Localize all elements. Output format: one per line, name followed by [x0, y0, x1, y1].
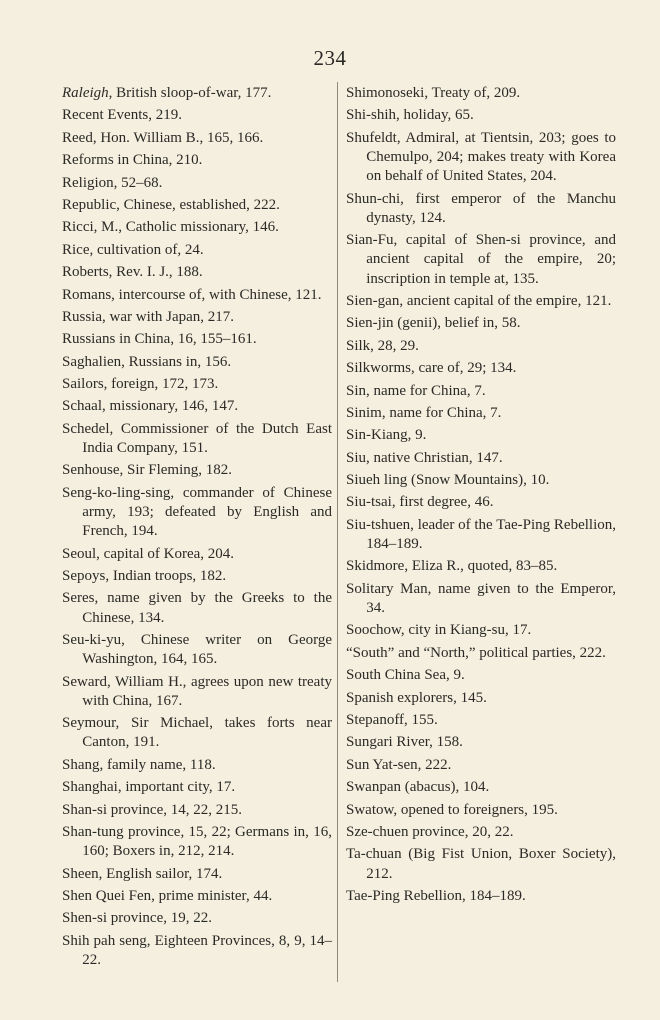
- index-entry: South China Sea, 9.: [346, 667, 465, 684]
- index-entry: Recent Events, 219.: [62, 107, 182, 124]
- index-entry: Religion, 52–68.: [62, 174, 163, 191]
- index-entry: Schaal, missionary, 146, 147.: [62, 398, 239, 415]
- index-column-left: [62, 84, 332, 973]
- index-entry: Sinim, name for China, 7.: [346, 404, 502, 421]
- index-entry: Silkworms, care of, 29; 134.: [346, 360, 517, 377]
- index-entry: Shi-shih, holiday, 65.: [346, 107, 474, 124]
- index-entry: Skidmore, Eliza R., quoted, 83–85.: [346, 558, 558, 575]
- index-entry: Shen Quei Fen, prime minister, 44.: [62, 887, 273, 904]
- index-entry: Shang, family name, 118.: [62, 756, 216, 773]
- index-entry: Seng-ko-ling-sing, commander of Chinese army, 193; defeated by English and French, 194.: [62, 484, 332, 540]
- index-entry: Sungari River, 158.: [346, 734, 463, 751]
- index-entry: Swatow, opened to foreigners, 195.: [346, 801, 558, 818]
- index-entry: Siu, native Christian, 147.: [346, 449, 503, 466]
- index-entry: Shih pah seng, Eighteen Provinces, 8, 9, 14–22.: [62, 932, 332, 968]
- index-entry: Seres, name given by the Greeks to the Chinese, 134.: [62, 590, 332, 626]
- index-entry: Sun Yat-sen, 222.: [346, 756, 452, 773]
- index-entry: Stepanoff, 155.: [346, 712, 438, 729]
- index-entry: Shan-tung province, 15, 22; Germans in, 16, 160; Boxers in, 212, 214.: [62, 823, 332, 860]
- index-entry: Roberts, Rev. I. J., 188.: [62, 264, 203, 281]
- index-column-right: [346, 84, 616, 909]
- index-entry: Russia, war with Japan, 217.: [62, 308, 235, 325]
- index-entry: Senhouse, Sir Fleming, 182.: [62, 462, 233, 479]
- index-entry-head: Raleigh: [62, 85, 109, 101]
- index-entry-text: , British sloop-of-war, 177.: [108, 85, 272, 101]
- index-entry: Seu-ki-yu, Chinese writer on George Washington, 164, 165.: [62, 632, 332, 668]
- index-entry: Reed, Hon. William B., 165, 166.: [62, 129, 264, 146]
- index-entry: Sailors, foreign, 172, 173.: [62, 376, 219, 393]
- index-entry: Reforms in China, 210.: [62, 152, 203, 169]
- index-entry: Ta-chuan (Big Fist Union, Boxer Society), 212.: [346, 846, 616, 882]
- index-entry: Romans, intercourse of, with Chinese, 121.: [62, 286, 322, 303]
- index-entry: Shan-si province, 14, 22, 215.: [62, 801, 242, 818]
- index-entry: Soochow, city in Kiang-su, 17.: [346, 622, 532, 639]
- index-entry: Seoul, capital of Korea, 204.: [62, 545, 235, 562]
- index-entry: Silk, 28, 29.: [346, 337, 419, 354]
- index-entry: Republic, Chinese, established, 222.: [62, 196, 280, 213]
- index-entry: Spanish explorers, 145.: [346, 689, 487, 706]
- index-entry: Ricci, M., Catholic missionary, 146.: [62, 219, 279, 236]
- index-entry: Sepoys, Indian troops, 182.: [62, 568, 227, 585]
- index-entry: Sian-Fu, capital of Shen-si province, and ancient capital of the empire, 20; inscription in temple at, 135.: [346, 232, 616, 287]
- index-entry: Sin, name for China, 7.: [346, 382, 486, 399]
- index-entry: Shen-si province, 19, 22.: [62, 910, 212, 927]
- index-entry: Solitary Man, name given to the Emperor, 34.: [346, 580, 616, 617]
- index-entry: Sien-jin (genii), belief in, 58.: [346, 315, 521, 332]
- index-entry: Rice, cultivation of, 24.: [62, 241, 204, 258]
- index-entry: Shun-chi, first emperor of the Manchu dynasty, 124.: [346, 190, 616, 226]
- index-entry: Swanpan (abacus), 104.: [346, 779, 490, 796]
- index-entry: Sien-gan, ancient capital of the empire, 121.: [346, 292, 612, 309]
- index-entry: Siu-tsai, first degree, 46.: [346, 494, 494, 511]
- index-entry: Sheen, English sailor, 174.: [62, 865, 223, 882]
- index-entry: Sze-chuen province, 20, 22.: [346, 823, 514, 840]
- index-entry: Schedel, Commissioner of the Dutch East India Company, 151.: [62, 420, 332, 457]
- index-entry: Shufeldt, Admiral, at Tientsin, 203; goes to Chemulpo, 204; makes treaty with Korea on behalf of United States, 204.: [346, 129, 616, 185]
- index-entry: Russians in China, 16, 155–161.: [62, 331, 257, 348]
- page-number: 234: [313, 46, 347, 70]
- index-entry: Shimonoseki, Treaty of, 209.: [346, 85, 521, 101]
- index-entry: Seward, William H., agrees upon new treaty with China, 167.: [62, 673, 332, 709]
- index-entry: Siueh ling (Snow Mountains), 10.: [346, 472, 550, 489]
- index-entry: “South” and “North,” political parties, 222.: [346, 644, 606, 661]
- column-divider: [337, 82, 338, 982]
- index-entry: Seymour, Sir Michael, takes forts near Canton, 191.: [62, 715, 332, 751]
- index-entry: Siu-tshuen, leader of the Tae-Ping Rebellion, 184–189.: [346, 516, 616, 553]
- index-entry: [62, 84, 332, 103]
- index-entry: Sin-Kiang, 9.: [346, 427, 427, 444]
- index-entry: Shanghai, important city, 17.: [62, 779, 236, 796]
- index-entry: Tae-Ping Rebellion, 184–189.: [346, 887, 526, 904]
- index-entry: Saghalien, Russians in, 156.: [62, 353, 232, 370]
